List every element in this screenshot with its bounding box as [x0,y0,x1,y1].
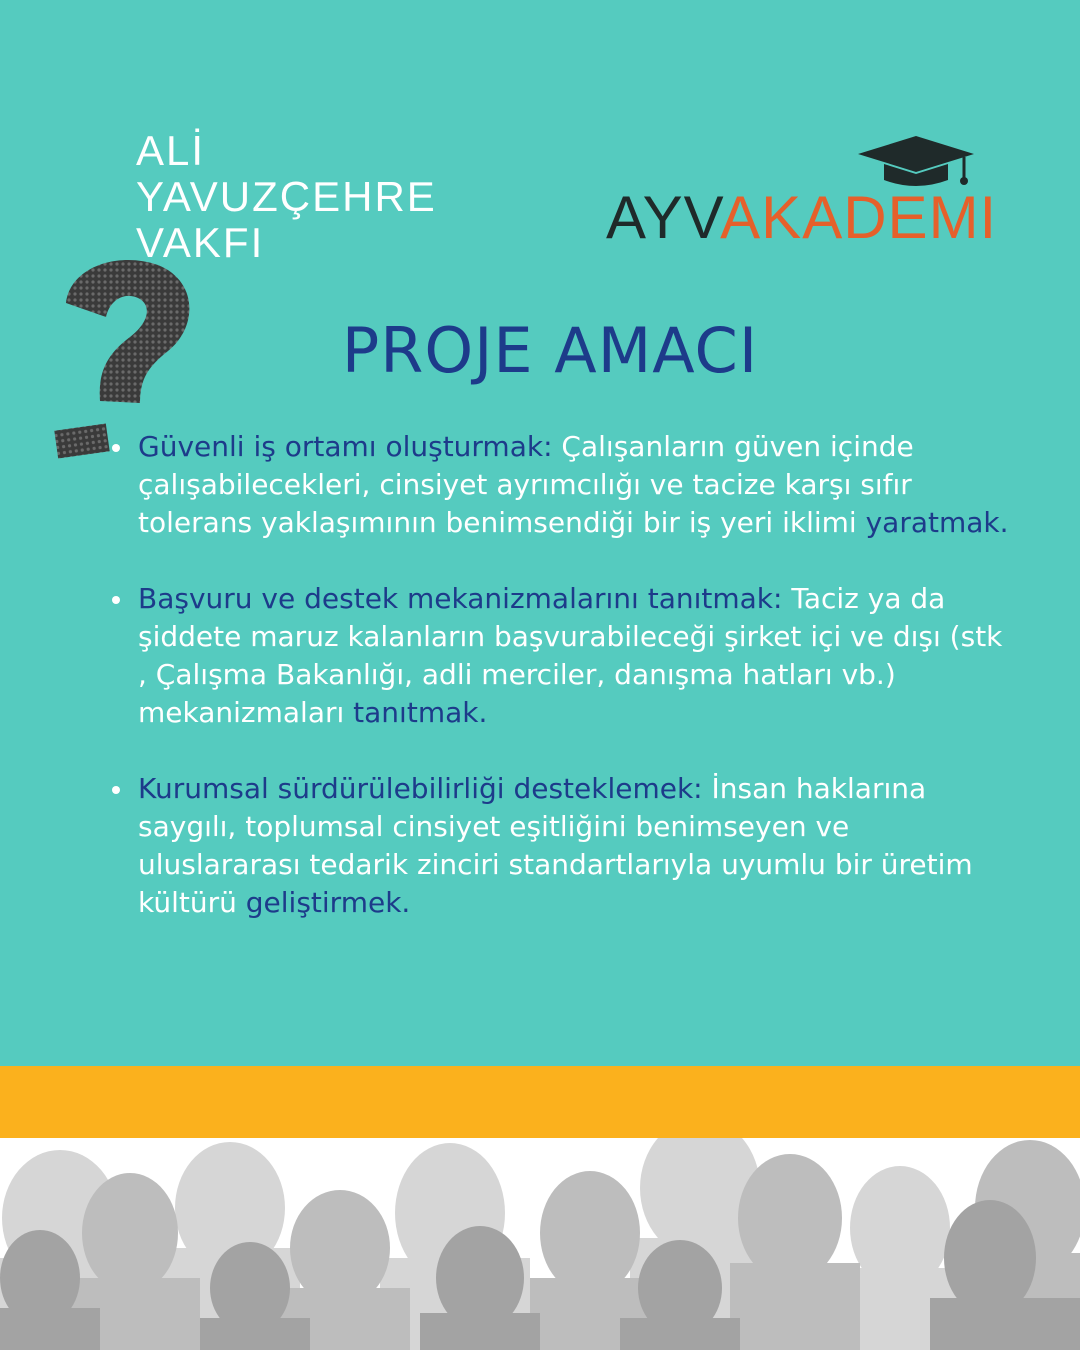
logo-line: ALİ [136,127,206,174]
item-emphasis: yaratmak. [865,506,1009,539]
item-heading: Başvuru ve destek mekanizmalarını tanıtmak: [138,582,783,615]
akademi-part2: AKADEMI [720,184,998,251]
item-heading: Güvenli iş ortamı oluşturmak: [138,430,553,463]
ayv-akademi-logo [606,134,998,251]
akademi-part1: AYV [606,184,721,251]
page-title: PROJE AMACI [341,314,759,387]
ali-yavuzcehre-logo [136,128,437,266]
bullet [112,786,120,794]
bullet [112,444,120,452]
akademi-wordmark [606,186,997,250]
list-item [110,428,1010,542]
item-emphasis: geliştirmek. [245,886,411,919]
item-body: Taciz ya da şiddete maruz kalanların başvurabileceği şirket içi ve dışı (stk , Çalışma Bakanlığı, adli merciler, danışma hatları vb.) mekanizmaları [138,582,1003,729]
people-silhouettes [0,1138,1080,1350]
list-item [110,770,1010,922]
item-body: İnsan haklarına saygılı, toplumsal cinsiyet eşitliğini benimseyen ve uluslararası tedarik zinciri standartlarıyla uyumlu bir üretim kültürü [138,772,973,919]
list-item [110,580,1010,732]
goals-list [110,428,1010,960]
item-emphasis: tanıtmak. [353,696,488,729]
item-body: Çalışanların güven içinde çalışabilecekleri, cinsiyet ayrımcılığı ve tacize karşı sıfır tolerans yaklaşımının benimsendiği bir iş yeri iklimi [138,430,914,539]
item-heading: Kurumsal sürdürülebilirliği desteklemek: [138,772,703,805]
orange-band [0,1066,1080,1138]
bullet [112,596,120,604]
logo-line: VAKFI [136,219,265,266]
logo-line: YAVUZÇEHRE [136,173,437,220]
